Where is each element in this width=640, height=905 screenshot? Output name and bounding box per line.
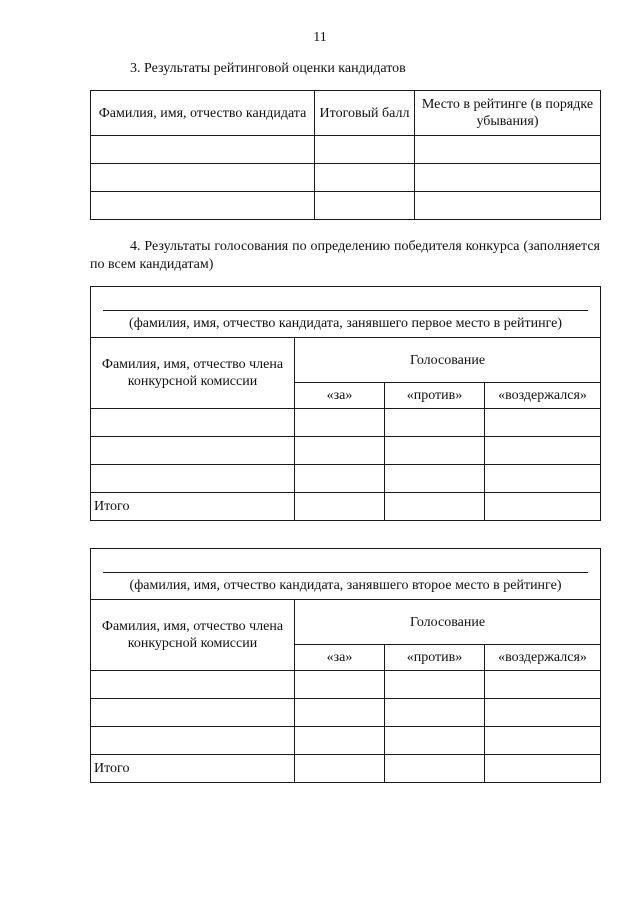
header-member-name: Фамилия, имя, отчество члена конкурсной комиссии <box>91 600 295 671</box>
table-row <box>91 192 601 220</box>
option-for: «за» <box>295 383 385 409</box>
table-cell <box>295 755 385 783</box>
option-abstained: «воздержался» <box>485 383 601 409</box>
table-cell <box>91 671 295 699</box>
table-cell <box>295 437 385 465</box>
total-row <box>91 493 601 521</box>
table-cell <box>91 465 295 493</box>
table-cell <box>295 465 385 493</box>
table-cell <box>91 727 295 755</box>
table-cell <box>485 465 601 493</box>
table-cell <box>415 192 601 220</box>
table-cell <box>385 437 485 465</box>
candidate-caption-row <box>91 287 601 338</box>
table-row <box>91 409 601 437</box>
header-candidate-name: Фамилия, имя, отчество кандидата <box>91 91 315 136</box>
total-label: Итого <box>91 755 295 783</box>
table-cell <box>385 755 485 783</box>
table-cell <box>485 699 601 727</box>
table-cell <box>91 164 315 192</box>
table-cell <box>385 727 485 755</box>
table-cell <box>295 699 385 727</box>
section-4-heading: 4. Результаты голосования по определению победителя конкурса (заполняется по всем кандидатам) <box>90 239 600 272</box>
voting-header-row <box>91 338 601 383</box>
table-row <box>91 465 601 493</box>
header-total-score: Итоговый балл <box>315 91 415 136</box>
table-cell <box>295 409 385 437</box>
section-3-heading: 3. Результаты рейтинговой оценки кандидатов <box>130 61 406 76</box>
table-cell <box>415 164 601 192</box>
table-cell <box>315 136 415 164</box>
table-cell <box>385 493 485 521</box>
header-voting: Голосование <box>295 600 601 645</box>
table-row <box>91 671 601 699</box>
table-row <box>91 437 601 465</box>
candidate-name-line <box>103 562 588 573</box>
voting-table-first-place <box>90 286 601 521</box>
table-cell <box>385 671 485 699</box>
table-cell <box>91 136 315 164</box>
candidate-name-line <box>103 300 588 311</box>
table-cell <box>485 671 601 699</box>
candidate-caption-row <box>91 549 601 600</box>
header-rating-place: Место в рейтинге (в порядке убывания) <box>415 91 601 136</box>
header-voting: Голосование <box>295 338 601 383</box>
table-cell <box>295 727 385 755</box>
table-cell <box>315 164 415 192</box>
voting-table-second-place <box>90 548 601 783</box>
rating-results-table <box>90 90 601 220</box>
header-member-name: Фамилия, имя, отчество члена конкурсной комиссии <box>91 338 295 409</box>
candidate-caption-cell <box>91 287 601 338</box>
table-cell <box>485 727 601 755</box>
option-against: «против» <box>385 645 485 671</box>
table-cell <box>485 493 601 521</box>
option-for: «за» <box>295 645 385 671</box>
option-abstained: «воздержался» <box>485 645 601 671</box>
table-row <box>91 727 601 755</box>
option-against: «против» <box>385 383 485 409</box>
table-header-row <box>91 91 601 136</box>
table-cell <box>295 493 385 521</box>
candidate-caption-cell <box>91 549 601 600</box>
table-row <box>91 164 601 192</box>
table-cell <box>485 409 601 437</box>
table-cell <box>485 755 601 783</box>
table-cell <box>91 192 315 220</box>
table-row <box>91 136 601 164</box>
total-label: Итого <box>91 493 295 521</box>
table-cell <box>91 437 295 465</box>
table-cell <box>385 409 485 437</box>
candidate-caption: (фамилия, имя, отчество кандидата, занявшего первое место в рейтинге) <box>129 316 563 331</box>
table-cell <box>415 136 601 164</box>
page-number: 11 <box>313 30 327 45</box>
voting-header-row <box>91 600 601 645</box>
table-cell <box>295 671 385 699</box>
table-cell <box>91 699 295 727</box>
table-cell <box>485 437 601 465</box>
table-cell <box>385 465 485 493</box>
table-row <box>91 699 601 727</box>
table-cell <box>385 699 485 727</box>
table-cell <box>315 192 415 220</box>
candidate-caption: (фамилия, имя, отчество кандидата, занявшего второе место в рейтинге) <box>129 578 562 593</box>
table-cell <box>91 409 295 437</box>
total-row <box>91 755 601 783</box>
